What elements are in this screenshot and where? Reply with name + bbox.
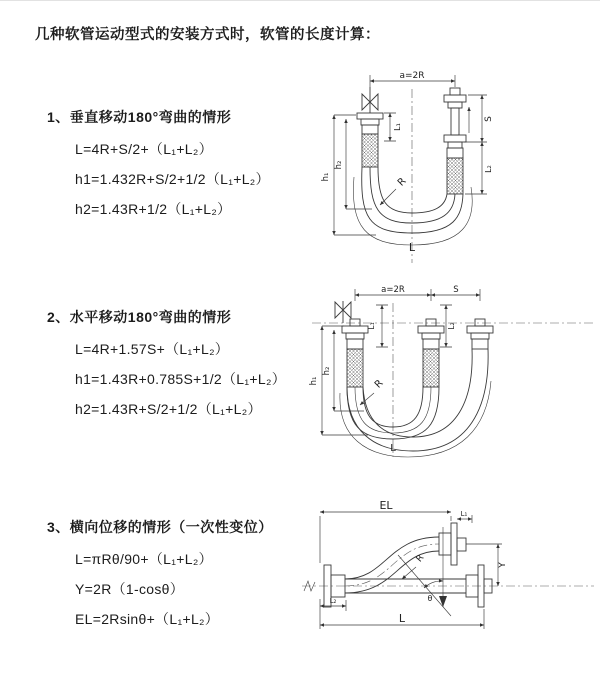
dimension-lines [322, 289, 480, 435]
section-2-formula-h2: h2=1.43R+S/2+1/2（L₁+L₂） [75, 401, 262, 417]
dim-label-end-right: L₂ [484, 165, 493, 173]
valve-symbol [335, 301, 351, 323]
dim-label-stroke: S [453, 285, 459, 295]
dim-label-offset: Y [498, 562, 508, 568]
section-1-formula-L: L=4R+S/2+（L₁+L₂） [75, 141, 213, 157]
dimension-lines [334, 75, 487, 235]
section-2-formula-L: L=4R+1.57S+（L₁+L₂） [75, 341, 230, 357]
valve-symbol [362, 87, 378, 113]
section-3-formula-Y: Y=2R（1-cosθ） [75, 581, 185, 597]
dim-label-h1: h₁ [321, 172, 331, 182]
braided-section [447, 158, 463, 194]
dim-label-radius: R [372, 377, 386, 391]
dim-label-h2: h₂ [322, 366, 332, 376]
displaced-pipe-end [467, 319, 493, 349]
dim-label-el: EL [379, 499, 393, 512]
dim-label-radius: R [395, 175, 409, 189]
dim-label-length: L [398, 612, 406, 625]
left-pipe-end [342, 319, 368, 387]
dim-label-angle: θ [427, 594, 433, 603]
braided-section [423, 349, 439, 387]
dim-label-stroke: S [484, 116, 494, 122]
angle-vertex-arrow [439, 596, 447, 607]
section-3-formula-L: L=πRθ/90+（L₁+L₂） [75, 551, 213, 567]
dim-label-end-left: L₁ [393, 123, 402, 131]
dim-label-end-right: L₂ [447, 322, 456, 330]
dim-label-end-top: L₁ [460, 510, 468, 518]
dim-label-span: a=2R [399, 71, 425, 81]
section-2-heading: 2、水平移动180°弯曲的情形 [47, 309, 232, 325]
dim-label-end-left: L₂ [329, 597, 337, 605]
braided-section [362, 134, 378, 167]
dim-label-h2: h₂ [334, 160, 344, 170]
dim-label-end-left: L₁ [367, 322, 376, 330]
braided-section [347, 349, 363, 387]
dim-label-h1: h₁ [309, 376, 319, 386]
section-1-formula-h2: h2=1.43R+1/2（L₁+L₂） [75, 201, 232, 217]
dim-label-length: L [390, 443, 396, 454]
dim-label-span: a=2R [381, 285, 405, 295]
section-1-heading: 1、垂直移动180°弯曲的情形 [47, 109, 232, 125]
section-1-formula-h1: h1=1.432R+S/2+1/2（L₁+L₂） [75, 171, 270, 187]
s-curve-hose-displaced [345, 523, 466, 593]
diagram-horizontal-180-bend [308, 281, 600, 463]
straight-hose-original-position [345, 565, 492, 607]
section-3-heading: 3、横向位移的情形（一次性变位） [47, 519, 273, 535]
page-title: 几种软管运动型式的安装方式时，软管的长度计算： [35, 27, 380, 43]
dim-label-length: L [408, 241, 416, 254]
section-2-formula-h1: h1=1.43R+0.785S+1/2（L₁+L₂） [75, 371, 286, 387]
dim-label-radius: R [414, 553, 427, 565]
angle-construction [398, 527, 451, 616]
right-pipe-end [444, 88, 466, 194]
middle-pipe-end [418, 319, 444, 387]
section-3-formula-EL: EL=2Rsinθ+（L₁+L₂） [75, 611, 220, 627]
diagram-lateral-displacement [298, 499, 600, 666]
diagram-vertical-180-bend [312, 65, 592, 267]
dimension-lines [320, 512, 502, 629]
left-pipe-end [357, 113, 383, 167]
